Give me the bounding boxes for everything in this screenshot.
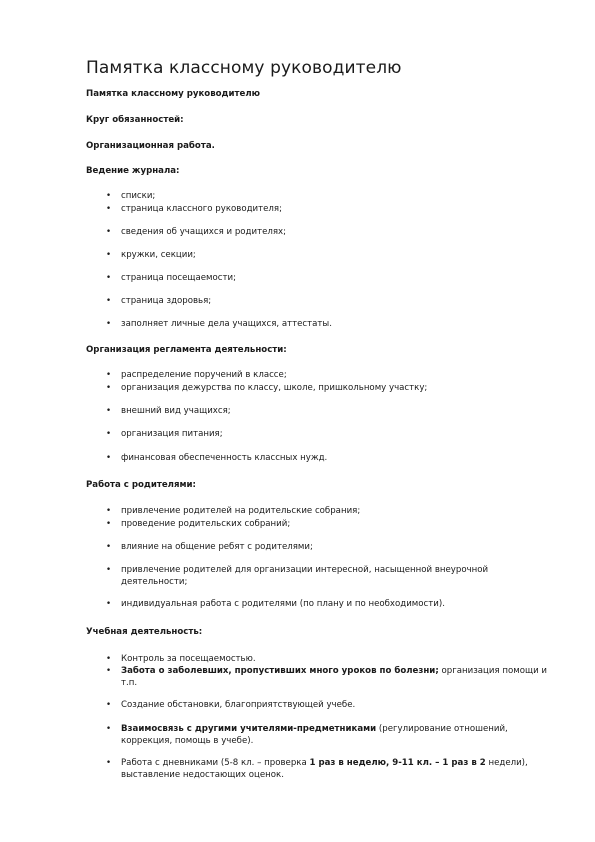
list-item: • привлечение родителей на родительские собрания; (106, 506, 361, 516)
list-item: • Создание обстановки, благоприятствующей учебе. (106, 700, 356, 710)
list-item: • страница здоровья; (106, 296, 212, 306)
bullet-icon: • (106, 383, 112, 393)
bullet-icon: • (106, 204, 112, 214)
heading-journal: Ведение журнала: (86, 166, 180, 176)
bullet-icon: • (106, 654, 112, 664)
heading-parents: Работа с родителями: (86, 480, 196, 490)
heading-duties: Круг обязанностей: (86, 115, 184, 125)
list-item: • распределение поручений в классе; (106, 370, 287, 380)
subtitle: Памятка классному руководителю (86, 89, 260, 99)
list-item: • организация питания; (106, 429, 223, 439)
bullet-icon: • (106, 666, 112, 676)
list-item: • Забота о заболевших, пропустивших много уроков по болезни; организация помощи и т.п. (106, 666, 547, 688)
list-item: • заполняет личные дела учащихся, аттестаты. (106, 319, 332, 329)
bullet-icon: • (106, 724, 112, 734)
bullet-icon: • (106, 296, 112, 306)
list-item: • сведения об учащихся и родителях; (106, 227, 287, 237)
bullet-icon: • (106, 406, 112, 416)
list-item: • проведение родительских собраний; (106, 519, 291, 529)
list-item: • организация дежурства по классу, школе, пришкольному участку; (106, 383, 428, 393)
list-item: • Взаимосвязь с другими учителями-предметниками (регулирование отношений, коррекция, помощь в учебе). (106, 724, 508, 746)
list-item: • страница классного руководителя; (106, 204, 282, 214)
bullet-icon: • (106, 227, 112, 237)
bullet-icon: • (106, 506, 112, 516)
list-item: • кружки, секции; (106, 250, 196, 260)
list-item: • индивидуальная работа с родителями (по плану и по необходимости). (106, 599, 445, 609)
list-item: • финансовая обеспеченность классных нужд. (106, 453, 328, 463)
bullet-icon: • (106, 700, 112, 710)
list-item: • влияние на общение ребят с родителями; (106, 542, 313, 552)
bullet-icon: • (106, 370, 112, 380)
bullet-icon: • (106, 191, 112, 201)
bullet-icon: • (106, 519, 112, 529)
heading-study: Учебная деятельность: (86, 627, 203, 637)
bullet-icon: • (106, 250, 112, 260)
list-item: • внешний вид учащихся; (106, 406, 231, 416)
list-item: • списки; (106, 191, 156, 201)
bullet-icon: • (106, 565, 112, 575)
bullet-icon: • (106, 319, 112, 329)
list-item: • привлечение родителей для организации интересной, насыщенной внеурочной деятельности; (106, 565, 489, 587)
bullet-icon: • (106, 758, 112, 768)
bullet-icon: • (106, 273, 112, 283)
heading-organizational-work: Организационная работа. (86, 141, 215, 151)
list-item: • Работа с дневниками (5-8 кл. – проверка 1 раз в неделю, 9-11 кл. – 1 раз в 2 недели), выставление недостающих оценок. (106, 758, 528, 780)
bullet-icon: • (106, 453, 112, 463)
bullet-icon: • (106, 542, 112, 552)
list-item: • страница посещаемости; (106, 273, 236, 283)
list-item: • Контроль за посещаемостью. (106, 654, 256, 664)
heading-regulation: Организация регламента деятельности: (86, 345, 287, 355)
bullet-icon: • (106, 599, 112, 609)
bullet-icon: • (106, 429, 112, 439)
page-title: Памятка классному руководителю (86, 58, 402, 78)
